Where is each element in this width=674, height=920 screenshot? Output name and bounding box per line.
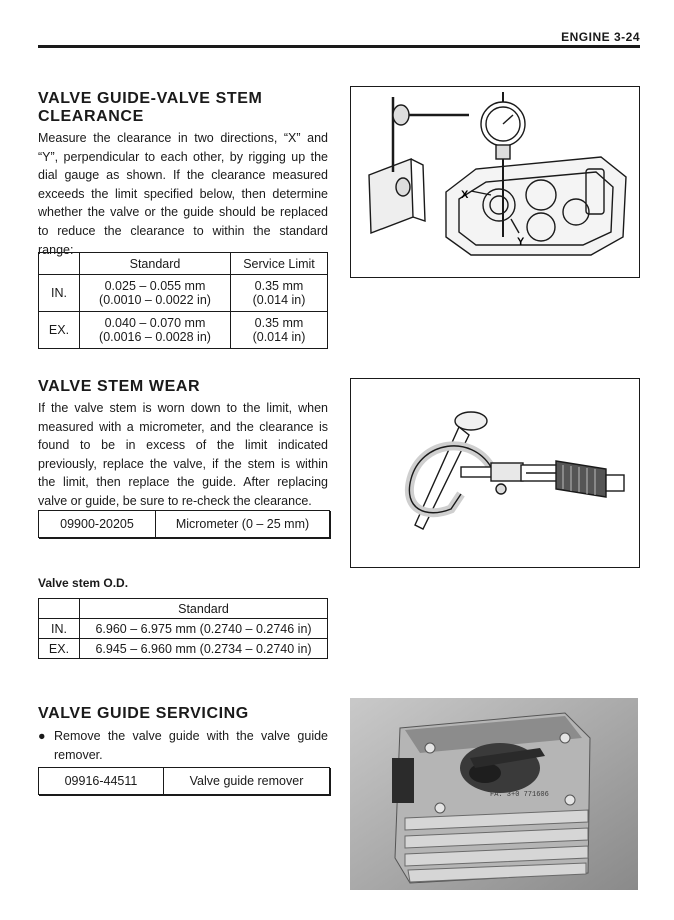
tool-box-micrometer xyxy=(38,510,330,538)
casting-stamp: FA. 3+0 771606 xyxy=(490,791,549,799)
row-label: EX. xyxy=(39,312,80,349)
cylinder-head-photo xyxy=(350,698,638,890)
limit-cell xyxy=(231,275,328,312)
table-corner-cell xyxy=(39,599,80,619)
standard-mm: 0.025 – 0.055 mm xyxy=(104,279,206,293)
od-label: Valve stem O.D. xyxy=(38,576,129,590)
od-table xyxy=(38,598,328,659)
label-x: X xyxy=(461,189,469,201)
table-header-row xyxy=(39,253,328,275)
od-value: 6.960 – 6.975 mm (0.2740 – 0.2746 in) xyxy=(80,619,328,639)
row-label: EX. xyxy=(39,639,80,659)
section-valve-guide-servicing xyxy=(38,705,328,764)
standard-in: (0.0010 – 0.0022 in) xyxy=(99,293,211,307)
tool-name: Micrometer (0 – 25 mm) xyxy=(175,517,310,531)
section-title-line1: VALVE GUIDE-VALVE STEM xyxy=(38,90,263,107)
standard-mm: 0.040 – 0.070 mm xyxy=(104,316,206,330)
tool-number: 09900-20205 xyxy=(39,511,156,537)
standard-cell xyxy=(80,312,231,349)
table-header-service-limit: Service Limit xyxy=(231,253,328,275)
tool-box-guide-remover xyxy=(38,767,330,795)
bullet-text: Remove the valve guide with the valve guide remover. xyxy=(54,729,328,762)
table-corner-cell xyxy=(39,253,80,275)
dial-gauge-figure xyxy=(350,86,640,278)
header-rule xyxy=(38,45,640,48)
table-row xyxy=(39,619,328,639)
section-valve-stem-wear xyxy=(38,378,328,511)
section-title-line2: CLEARANCE xyxy=(38,108,144,125)
section-valve-guide-clearance xyxy=(38,90,328,259)
tool-number: 09916-44511 xyxy=(39,768,164,794)
od-value: 6.945 – 6.960 mm (0.2734 – 0.2740 in) xyxy=(80,639,328,659)
tool-name: Valve guide remover xyxy=(189,774,304,788)
dial-gauge-illustration xyxy=(351,87,639,277)
standard-in: (0.0016 – 0.0028 in) xyxy=(99,330,211,344)
limit-cell xyxy=(231,312,328,349)
table-row xyxy=(39,639,328,659)
table-header-standard: Standard xyxy=(80,599,328,619)
row-label: IN. xyxy=(39,619,80,639)
standard-cell xyxy=(80,275,231,312)
limit-mm: 0.35 mm xyxy=(254,279,304,293)
section-body: Measure the clearance in two directions, “X” and “Y”, perpendicular to each other, by rigging up the dial gauge as shown. If the clearance measured exceeds the limit specified below, then determine whether the valve or the guide should be replaced to reduce the clearance to within the standard range: xyxy=(38,131,328,257)
limit-mm: 0.35 mm xyxy=(254,316,304,330)
table-header-standard: Standard xyxy=(80,253,231,275)
limit-in: (0.014 in) xyxy=(252,330,306,344)
label-y: Y xyxy=(517,236,525,248)
table-row xyxy=(39,275,328,312)
section-body: If the valve stem is worn down to the limit, when measured with a micrometer, and the clearance is found to be in excess of the limit indicated previously, replace the valve, if the stem is within the limit, then replace the guide. After replacing valve or guide, be sure to re-check the clearance. xyxy=(38,401,328,508)
page-header-title: ENGINE 3-24 xyxy=(561,30,640,44)
limit-in: (0.014 in) xyxy=(252,293,306,307)
micrometer-illustration xyxy=(351,379,639,567)
clearance-table xyxy=(38,252,328,349)
table-header-row xyxy=(39,599,328,619)
table-row xyxy=(39,312,328,349)
micrometer-figure xyxy=(350,378,640,568)
bullet-icon: ● xyxy=(38,729,46,743)
section-title: VALVE STEM WEAR xyxy=(38,378,201,395)
bullet-item xyxy=(38,727,328,764)
row-label: IN. xyxy=(39,275,80,312)
section-title: VALVE GUIDE SERVICING xyxy=(38,705,249,722)
cylinder-head-image xyxy=(350,698,638,890)
